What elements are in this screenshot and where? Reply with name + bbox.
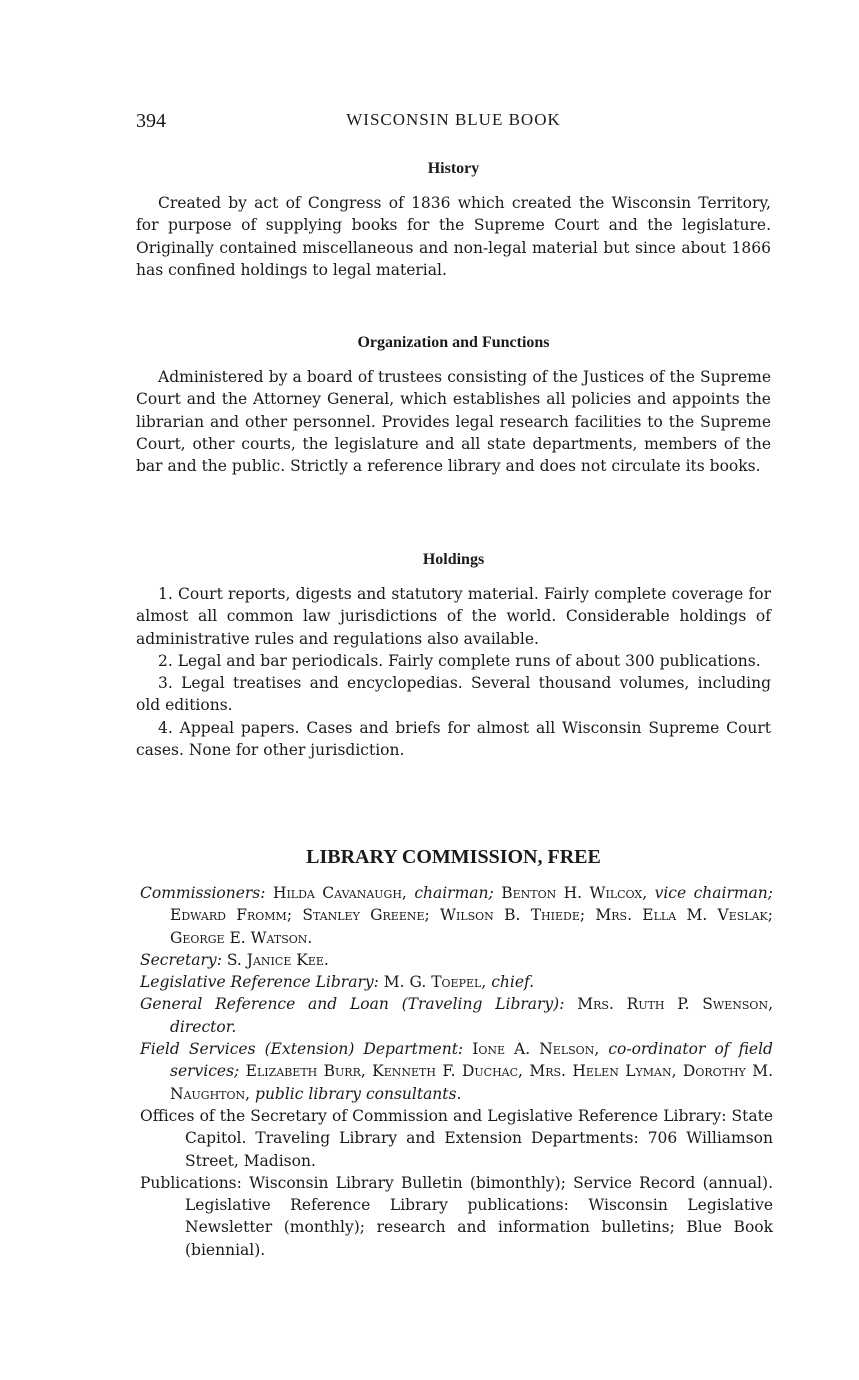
consultant-role: public library consultants. (255, 1084, 462, 1103)
publications-entry: Publications: Wisconsin Library Bulletin (bimonthly); Service Record (annual). Legislative Reference Library publications: Wisconsin Legislative Newsletter (monthly); research and information bulletins; Blue Book (biennial). (140, 1173, 773, 1259)
legislative-reference-label: Legislative Reference Library: (140, 973, 379, 992)
organization-heading: Organization and Functions (357, 334, 550, 351)
legislative-reference-name: M. G. Toepel, (383, 973, 487, 992)
holding-item: 1. Court reports, digests and statutory material. Fairly complete coverage for almost all common law jurisdictions of the world. Considerable holdings of administrative rules and regulations also available. (136, 585, 771, 648)
coordinator-role: co-ordinator of field services; (170, 1040, 773, 1081)
chairman-name: Hilda Cavanaugh, (272, 884, 407, 902)
history-section (136, 160, 771, 281)
holdings-section (136, 551, 771, 761)
legislative-reference-role: chief. (491, 973, 535, 992)
holdings-heading: Holdings (422, 551, 485, 568)
general-reference-entry (140, 993, 773, 1038)
running-head (136, 110, 771, 136)
secretary-entry (140, 949, 773, 971)
offices-entry: Offices of the Secretary of Commission and Legislative Reference Library: State Capitol. Traveling Library and Extension Departments: 706 Williamson Street, Madison. (140, 1106, 773, 1170)
history-heading: History (427, 160, 480, 177)
coordinator-name: Ione A. Nelson, (472, 1040, 600, 1059)
commissioner-names: Edward Fromm; Stanley Greene; Wilson B. Thiede; Mrs. Ella M. Veslak; George E. Watson. (170, 906, 773, 947)
holding-item: 4. Appeal papers. Cases and briefs for almost all Wisconsin Supreme Court cases. None for other jurisdiction. (136, 718, 771, 760)
secretary-name: S. Janice Kee. (226, 950, 329, 969)
consultant-names: Elizabeth Burr, Kenneth F. Duchac, Mrs. Helen Lyman, Dorothy M. Naughton, (170, 1062, 773, 1103)
holding-item: 2. Legal and bar periodicals. Fairly complete runs of about 300 publications. (158, 651, 761, 670)
chairman-role: chairman; (414, 884, 494, 902)
general-reference-label: General Reference and Loan (Traveling Library): (140, 995, 565, 1014)
general-reference-name: Mrs. Ruth P. Swenson, (577, 995, 773, 1014)
organization-paragraph: Administered by a board of trustees consisting of the Justices of the Supreme Court and the Attorney General, which establishes all policies and appoints the librarian and other personnel. Provides legal research facilities to the Supreme Court, other courts, the legislature and all state departments, members of the bar and the public. Strictly a reference library and does not circulate its books. (136, 368, 771, 476)
library-commission-title: LIBRARY COMMISSION, FREE (306, 846, 601, 868)
holding-item: 3. Legal treatises and encyclopedias. Several thousand volumes, including old editions. (136, 674, 771, 715)
field-services-label: Field Services (Extension) Department: (140, 1040, 464, 1059)
vice-chairman-role: vice chairman; (654, 884, 774, 902)
general-reference-role: director. (170, 1017, 237, 1036)
commissioners-entry (140, 882, 773, 949)
library-commission-entries (140, 882, 773, 1261)
secretary-label: Secretary: (140, 950, 222, 969)
field-services-entry (140, 1038, 773, 1105)
vice-chairman-name: Benton H. Wilcox, (501, 884, 648, 902)
commissioners-label: Commissioners: (140, 884, 266, 902)
organization-section (136, 334, 771, 477)
history-paragraph: Created by act of Congress of 1836 which created the Wisconsin Territory, for purpose of supplying books for the Supreme Court and the legislature. Originally contained miscellaneous and non-legal material but since about 1866 has confined holdings to legal material. (136, 194, 771, 279)
legislative-reference-entry (140, 971, 773, 993)
book-title: WISCONSIN BLUE BOOK (346, 110, 561, 129)
page-number: 394 (136, 110, 166, 132)
